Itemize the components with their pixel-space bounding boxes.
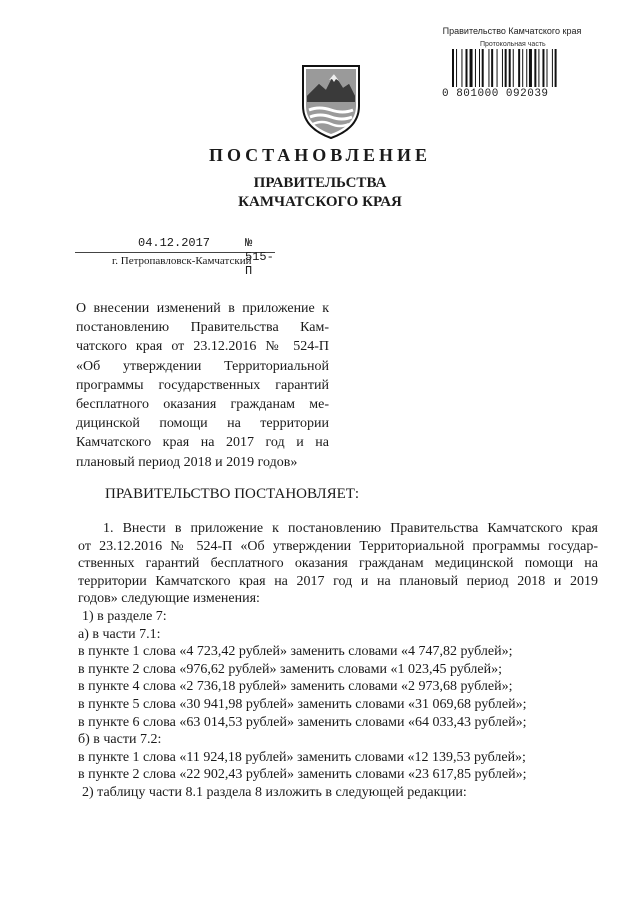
body-line: в пункте 6 слова «63 014,53 рублей» заменить словами «64 033,43 рублей»; — [78, 714, 527, 730]
body-line: годов» следующие изменения: — [78, 591, 260, 607]
authority-line-2: КАМЧАТСКОГО КРАЯ — [238, 194, 402, 210]
body-line: в пункте 5 слова «30 941,98 рублей» заменить словами «31 069,68 рублей»; — [78, 696, 527, 712]
document-body — [78, 520, 598, 802]
subject-line: программы государственных гарантий — [76, 377, 329, 393]
barcode — [452, 49, 584, 87]
body-line: от 23.12.2016 № 524-П «Об утверждении Территориальной программы государ- — [78, 538, 598, 554]
document-number: № 515-П — [245, 236, 274, 278]
body-line: б) в части 7.2: — [78, 732, 162, 748]
city: г. Петропавловск-Камчатский — [112, 255, 252, 267]
body-line: в пункте 1 слова «4 723,42 рублей» заменить словами «4 747,82 рублей»; — [78, 644, 513, 660]
subject-line: дицинской помощи на территории — [76, 416, 329, 432]
subject-line: постановлению Правительства Кам- — [76, 320, 329, 336]
body-line: в пункте 2 слова «976,62 рублей» заменить словами «1 023,45 рублей»; — [78, 661, 502, 677]
body-line: 1. Внести в приложение к постановлению Правительства Камчатского края — [103, 521, 598, 536]
registration-stamp — [432, 26, 592, 100]
body-line: 2) таблицу части 8.1 раздела 8 изложить в следующей редакции: — [82, 784, 467, 800]
subject-line: чатского края от 23.12.2016 № 524-П — [76, 339, 329, 355]
body-line: ственных гарантий бесплатного оказания гражданам медицинской помощи на — [78, 556, 598, 572]
document-date: 04.12.2017 — [138, 236, 211, 250]
authority-line-1: ПРАВИТЕЛЬСТВА — [253, 175, 387, 191]
subject-line: Камчатского края на 2017 год и на — [76, 435, 329, 451]
stamp-subtitle: Протокольная часть — [480, 41, 546, 48]
stamp-title: Правительство Камчатского края — [442, 26, 582, 36]
body-line: в пункте 4 слова «2 736,18 рублей» заменить словами «2 973,68 рублей»; — [78, 679, 513, 695]
body-line: а) в части 7.1: — [78, 626, 161, 642]
subject-line: бесплатного оказания гражданам ме- — [76, 397, 329, 413]
kamchatka-coat-of-arms-emblem — [299, 62, 363, 140]
body-line: в пункте 2 слова «22 902,43 рублей» заменить словами «23 617,85 рублей»; — [78, 767, 527, 783]
document-subject — [76, 299, 329, 472]
barcode-number: 0 801000 092039 — [442, 88, 549, 100]
body-line: в пункте 1 слова «11 924,18 рублей» заменить словами «12 139,53 рублей»; — [78, 749, 526, 765]
body-line: территории Камчатского края на 2017 год и на плановый период 2018 и 2019 — [78, 573, 598, 589]
subject-line: плановый период 2018 и 2019 годов» — [76, 454, 298, 470]
decree-heading: ПРАВИТЕЛЬСТВО ПОСТАНОВЛЯЕТ: — [105, 486, 360, 502]
document-type: ПОСТАНОВЛЕНИЕ — [208, 145, 432, 165]
body-line: 1) в разделе 7: — [82, 608, 167, 624]
subject-line: «Об утверждении Территориальной — [76, 358, 329, 374]
subject-line: О внесении изменений в приложение к — [76, 301, 329, 316]
